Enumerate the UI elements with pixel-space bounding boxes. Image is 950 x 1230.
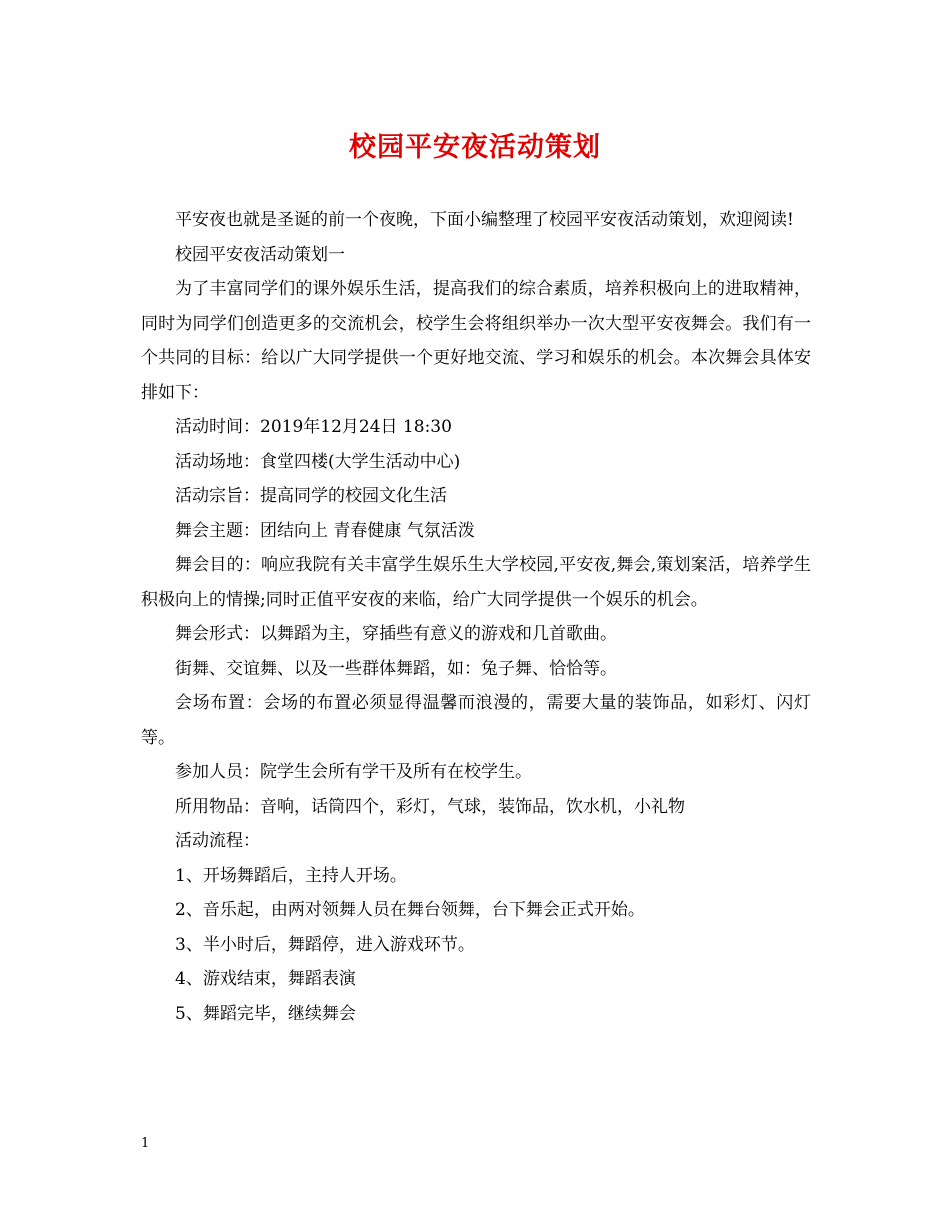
paragraph: 活动流程：	[175, 831, 260, 851]
list-item: 1、开场舞蹈后，主持人开场。	[175, 865, 407, 886]
list-item: 3、半小时后，舞蹈停，进入游戏环节。	[175, 934, 475, 955]
paragraph: 活动时间：2019年12月24日 18:30	[175, 417, 452, 437]
document-title: 校园平安夜活动策划	[349, 132, 601, 163]
paragraph: 活动场地：食堂四楼(大学生活动中心)	[175, 451, 461, 472]
document-body	[141, 203, 811, 1031]
paragraph: 参加人员：院学生会所有学干及所有在校学生。	[175, 762, 532, 782]
paragraph: 街舞、交谊舞、以及一些群体舞蹈，如：兔子舞、恰恰等。	[175, 658, 617, 679]
page-number: 1	[141, 1136, 150, 1151]
paragraph: 会场布置：会场的布置必须显得温馨而浪漫的，需要大量的装饰品，如彩灯、闪灯等。	[141, 693, 811, 748]
paragraph: 为了丰富同学们的课外娱乐生活，提高我们的综合素质，培养积极向上的进取精神，同时为同学们创造更多的交流机会，校学生会将组织举办一次大型平安夜舞会。我们有一个共同的目标：给以广大同学提供一个更好地交流、学习和娱乐的机会。本次舞会具体安排如下：	[141, 279, 811, 403]
list-item: 2、音乐起，由两对领舞人员在舞台领舞，台下舞会正式开始。	[175, 900, 645, 920]
list-item: 4、游戏结束，舞蹈表演	[175, 969, 356, 989]
paragraph: 舞会主题：团结向上 青春健康 气氛活泼	[175, 520, 475, 541]
paragraph: 舞会目的：响应我院有关丰富学生娱乐生大学校园,平安夜,舞会,策划案活，培养学生积极向上的情操;同时正值平安夜的来临，给广大同学提供一个娱乐的机会。	[141, 555, 811, 610]
paragraph: 活动宗旨：提高同学的校园文化生活	[175, 486, 447, 506]
paragraph: 平安夜也就是圣诞的前一个夜晚，下面小编整理了校园平安夜活动策划，欢迎阅读!	[175, 210, 794, 230]
paragraph: 校园平安夜活动策划一	[175, 244, 345, 265]
paragraph: 舞会形式：以舞蹈为主，穿插些有意义的游戏和几首歌曲。	[175, 624, 617, 644]
list-item: 5、舞蹈完毕，继续舞会	[175, 1003, 356, 1024]
paragraph: 所用物品：音响，话筒四个，彩灯，气球，装饰品，饮水机，小礼物	[175, 796, 685, 817]
